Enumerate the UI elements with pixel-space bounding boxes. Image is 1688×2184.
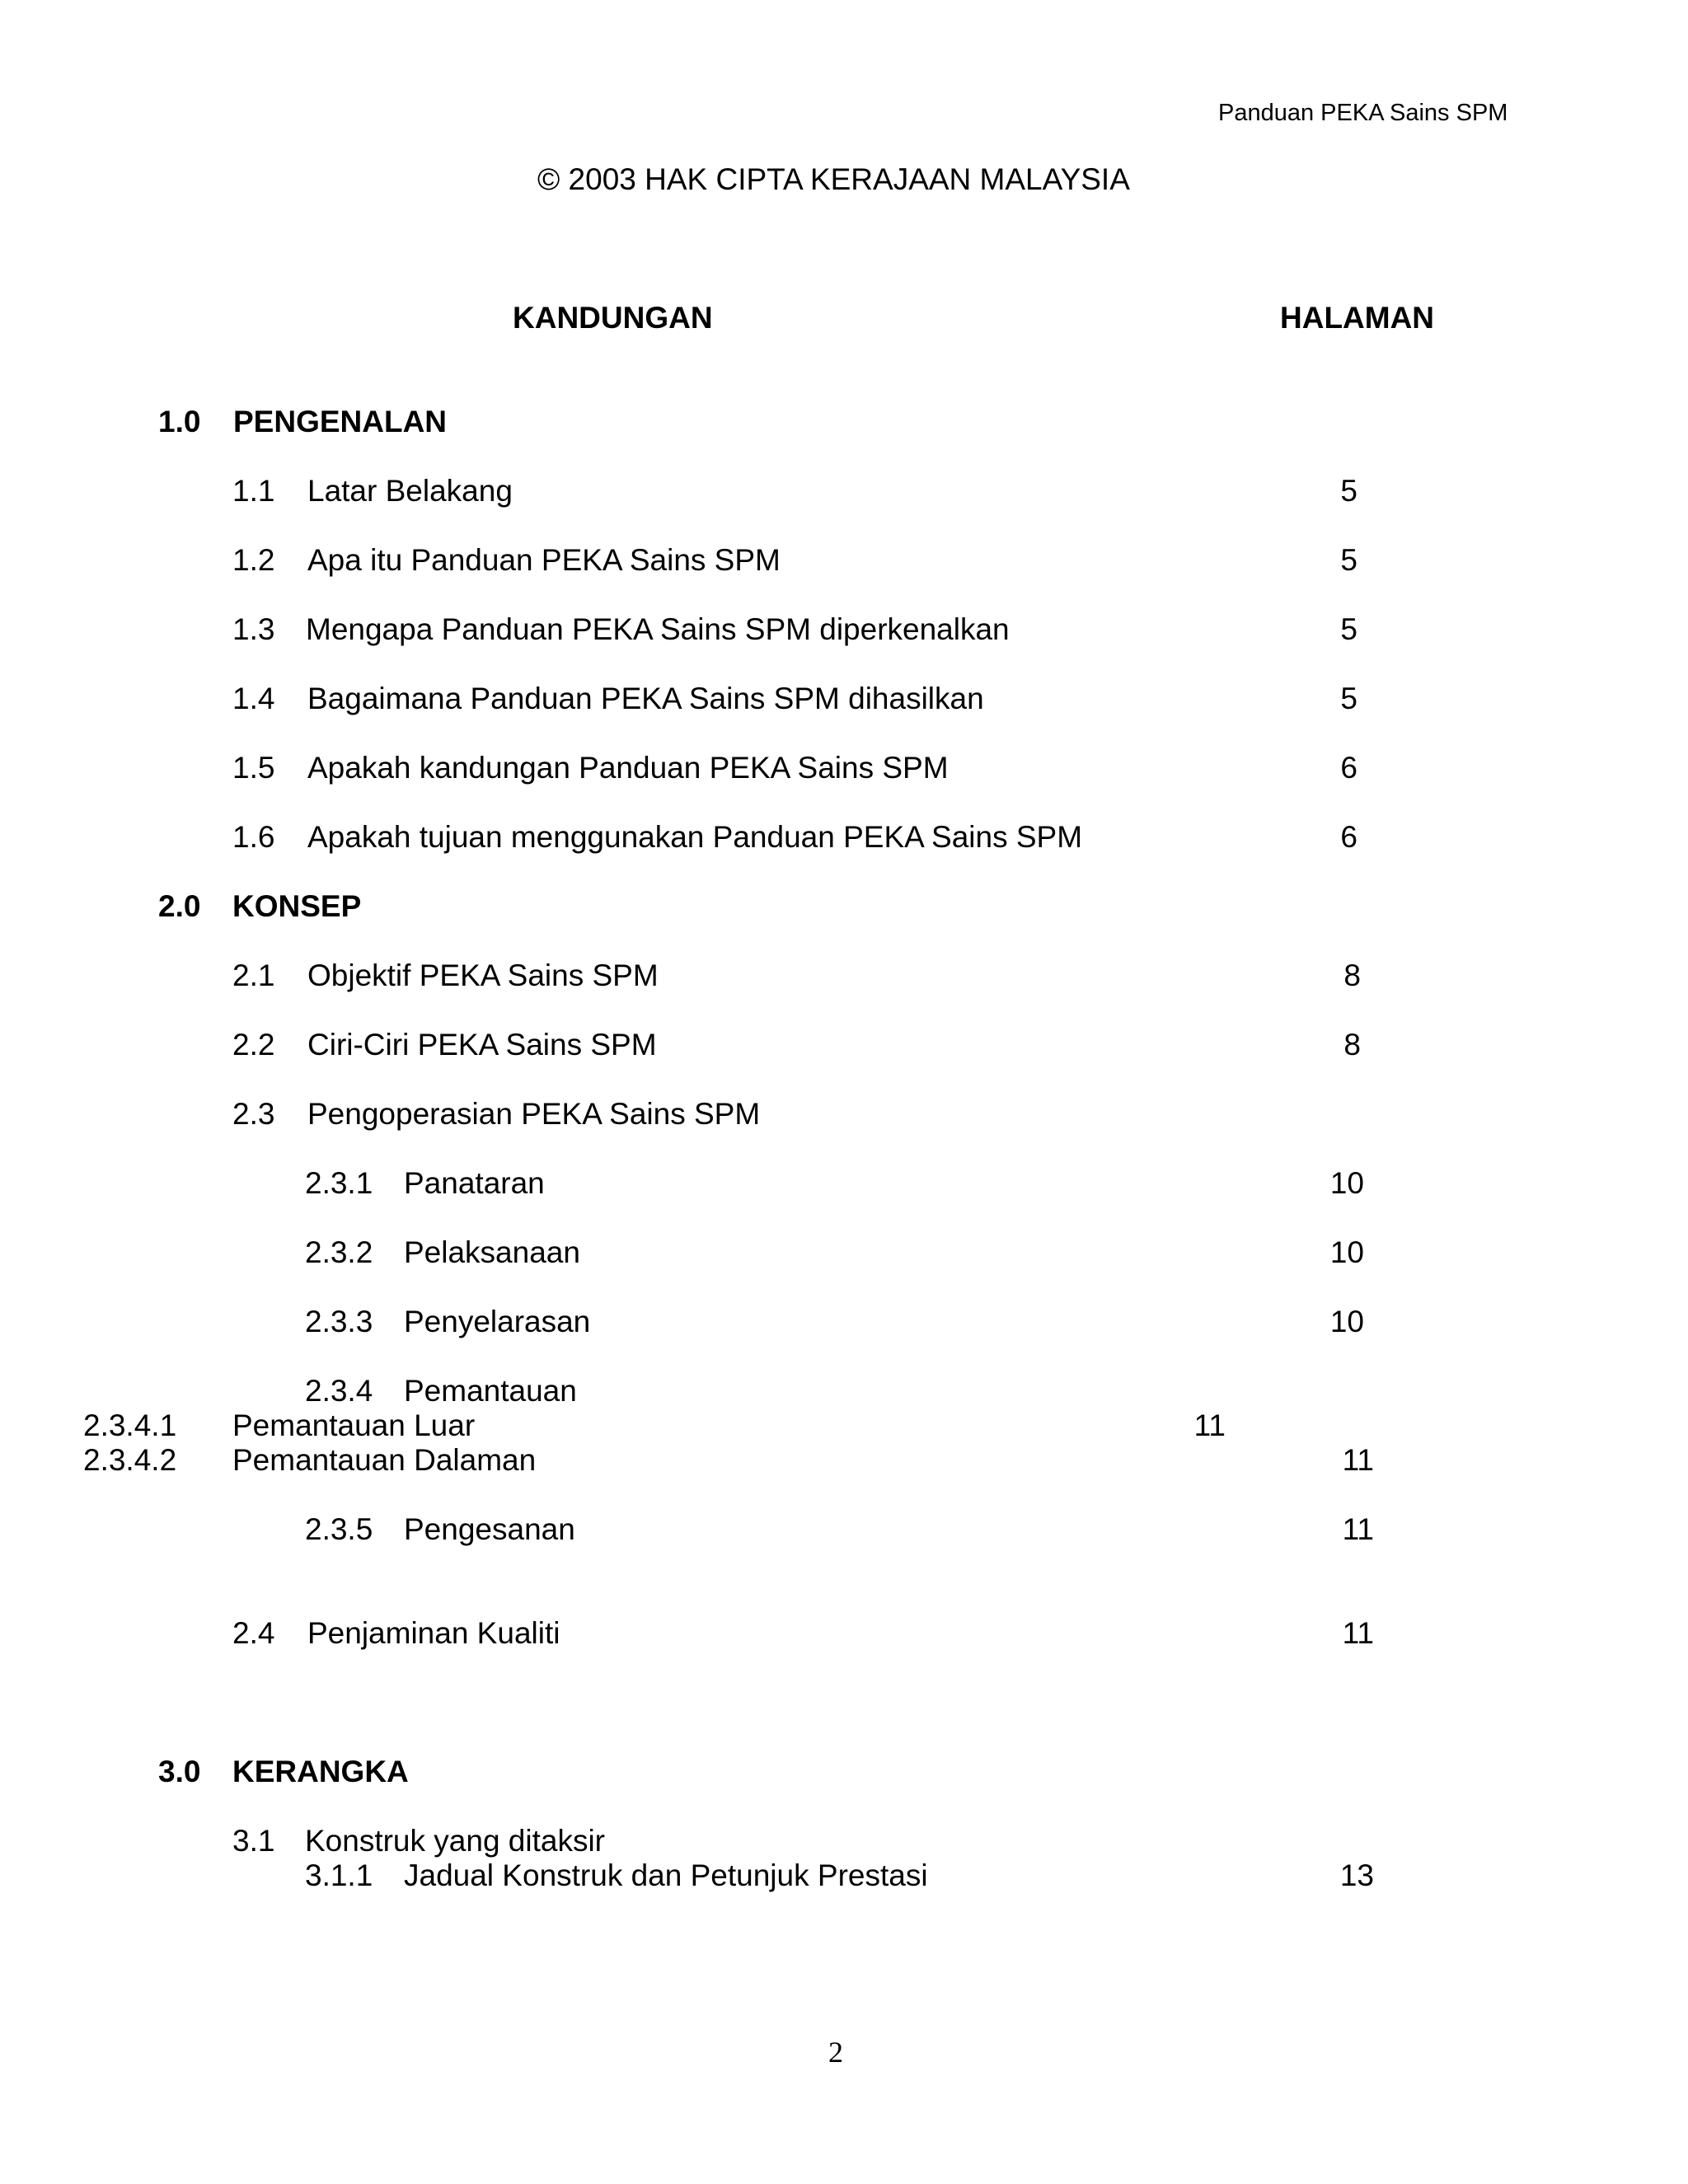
toc-entry-number: 1.5 — [232, 751, 275, 785]
toc-entry-title: Pemantauan Luar — [232, 1408, 476, 1442]
toc-entry-page: 11 — [1193, 1408, 1226, 1442]
toc-entry-title: Ciri-Ciri PEKA Sains SPM — [307, 1028, 657, 1062]
toc-entry-number: 1.3 — [232, 612, 275, 646]
toc-entry-title: Apakah kandungan Panduan PEKA Sains SPM — [307, 751, 949, 785]
toc-entry-title: Mengapa Panduan PEKA Sains SPM diperkenalkan — [306, 612, 1010, 646]
section-number: 3.0 — [158, 1755, 201, 1788]
toc-entry-number: 2.3.3 — [305, 1305, 373, 1338]
toc-entry-title: Pelaksanaan — [404, 1235, 580, 1269]
toc-entry-number: 3.1.1 — [305, 1858, 373, 1892]
toc-entry-page: 5 — [1340, 474, 1357, 508]
toc-entry-number: 2.1 — [232, 958, 275, 992]
toc-entry-title: Pemantauan Dalaman — [232, 1443, 537, 1477]
toc-entry-page: 11 — [1342, 1443, 1374, 1477]
toc-entry-title: Apa itu Panduan PEKA Sains SPM — [307, 543, 781, 577]
toc-entry-number: 1.2 — [232, 543, 275, 577]
toc-entry-number: 3.1 — [232, 1824, 275, 1858]
toc-entry-title: Pengoperasian PEKA Sains SPM — [307, 1097, 761, 1131]
toc-entry-title: Panataran — [404, 1166, 545, 1200]
toc-entry-title: Bagaimana Panduan PEKA Sains SPM dihasilkan — [307, 682, 984, 715]
toc-entry-page: 8 — [1343, 958, 1361, 992]
section-title: KONSEP — [232, 889, 362, 923]
toc-entry-page: 11 — [1342, 1616, 1374, 1650]
toc-entry-title: Apakah tujuan menggunakan Panduan PEKA Sains SPM — [307, 820, 1083, 854]
toc-entry-page: 10 — [1329, 1235, 1364, 1269]
toc-entry-page: 10 — [1329, 1166, 1364, 1200]
toc-entry-number: 2.3.2 — [305, 1235, 373, 1269]
toc-entry-page: 5 — [1340, 612, 1357, 646]
toc-entry-number: 1.4 — [232, 682, 275, 715]
toc-entry-title: Konstruk yang ditaksir — [305, 1824, 606, 1858]
toc-entry-number: 1.1 — [232, 474, 275, 508]
section-title: PENGENALAN — [233, 405, 448, 438]
toc-entry-number: 2.3.1 — [305, 1166, 373, 1200]
toc-entry-title: Penjaminan Kualiti — [307, 1616, 560, 1650]
toc-entry-page: 8 — [1343, 1028, 1361, 1062]
page-column-heading: HALAMAN — [1280, 301, 1435, 335]
toc-entry-page: 11 — [1342, 1512, 1374, 1546]
toc-entry-number: 2.3.5 — [305, 1512, 373, 1546]
section-number: 2.0 — [158, 889, 201, 923]
toc-entry-number: 2.3.4 — [305, 1374, 373, 1408]
copyright-notice: © 2003 HAK CIPTA KERAJAAN MALAYSIA — [537, 162, 1130, 196]
toc-entry-title: Jadual Konstruk dan Petunjuk Prestasi — [404, 1858, 928, 1892]
toc-entry-page: 13 — [1339, 1858, 1374, 1892]
toc-entry-title: Pemantauan — [404, 1374, 577, 1408]
toc-entry-title: Objektif PEKA Sains SPM — [307, 958, 659, 992]
toc-entry-title: Latar Belakang — [307, 474, 513, 508]
toc-entry-page: 5 — [1340, 682, 1357, 715]
toc-entry-page: 5 — [1340, 543, 1357, 577]
toc-entry-number: 1.6 — [232, 820, 275, 854]
toc-entry-number: 2.4 — [232, 1616, 275, 1650]
toc-entry-page: 6 — [1340, 751, 1357, 785]
toc-heading: KANDUNGAN — [513, 301, 713, 335]
toc-entry-number: 2.2 — [232, 1028, 275, 1062]
section-title: KERANGKA — [232, 1755, 409, 1788]
page-number: 2 — [828, 2036, 843, 2069]
toc-entry-number: 2.3.4.2 — [83, 1443, 177, 1477]
toc-entry-number: 2.3.4.1 — [83, 1408, 177, 1442]
toc-entry-page: 10 — [1329, 1305, 1364, 1338]
toc-entry-title: Penyelarasan — [404, 1305, 591, 1338]
running-header: Panduan PEKA Sains SPM — [1218, 100, 1508, 126]
toc-entry-page: 6 — [1340, 820, 1357, 854]
section-number: 1.0 — [158, 405, 201, 438]
toc-entry-number: 2.3 — [232, 1097, 275, 1131]
toc-entry-title: Pengesanan — [404, 1512, 575, 1546]
